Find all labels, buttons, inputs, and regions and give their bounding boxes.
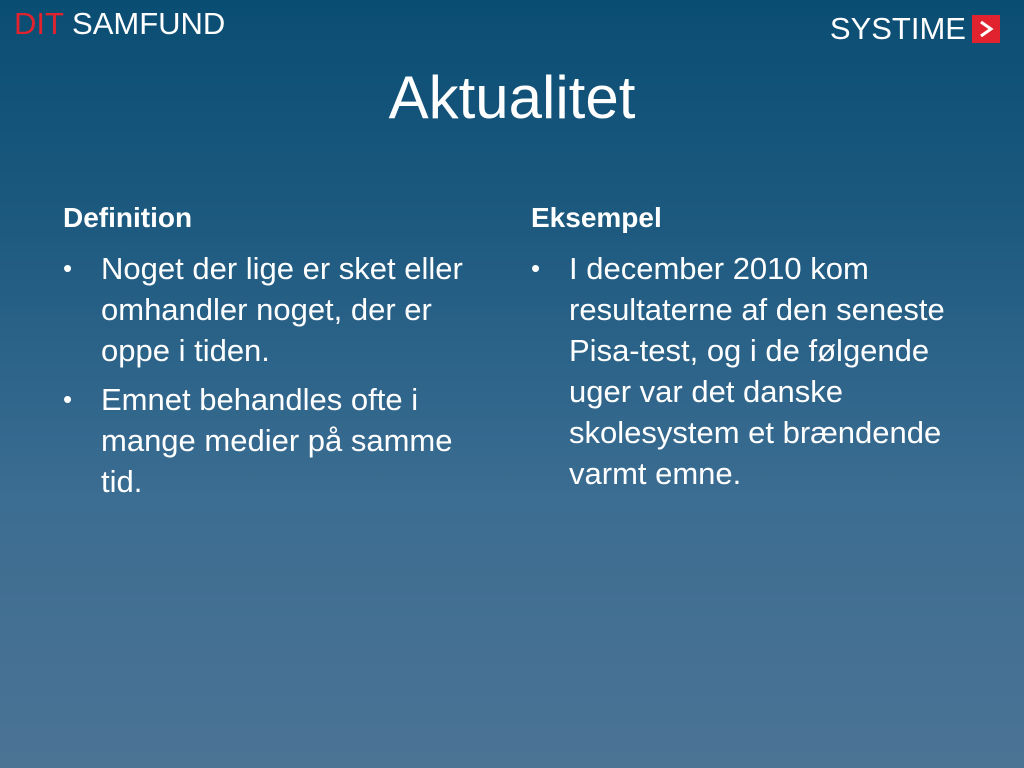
list-item: [63, 248, 493, 371]
example-heading: Eksempel: [531, 202, 662, 233]
bullet-icon: •: [531, 253, 541, 283]
list-item-text: Emnet behandles ofte i mange medier på samme tid.: [101, 382, 453, 499]
definition-column: [63, 198, 493, 510]
logo-systime-text: SYSTIME: [829, 11, 966, 46]
definition-heading: Definition: [63, 202, 193, 233]
bullet-icon: •: [63, 253, 73, 283]
example-column: [531, 198, 971, 502]
definition-list: [63, 248, 493, 502]
slide-title: Aktualitet: [388, 64, 636, 131]
list-item-text: Noget der lige er sket eller omhandler noget, der er oppe i tiden.: [101, 251, 463, 368]
logo-dit-text: DIT: [14, 6, 64, 41]
list-item-text: I december 2010 kom resultaterne af den seneste Pisa-test, og i de følgende uger var det danske skolesystem et brændende varmt emne.: [569, 251, 945, 491]
dit-samfund-logo: [14, 6, 225, 42]
chevron-right-icon: [972, 15, 1000, 43]
list-item: [63, 379, 493, 502]
logo-samfund-text: SAMFUND: [72, 6, 226, 41]
systime-logo: [830, 12, 1000, 46]
example-list: [531, 248, 971, 494]
bullet-icon: •: [63, 384, 73, 414]
list-item: [531, 248, 971, 494]
